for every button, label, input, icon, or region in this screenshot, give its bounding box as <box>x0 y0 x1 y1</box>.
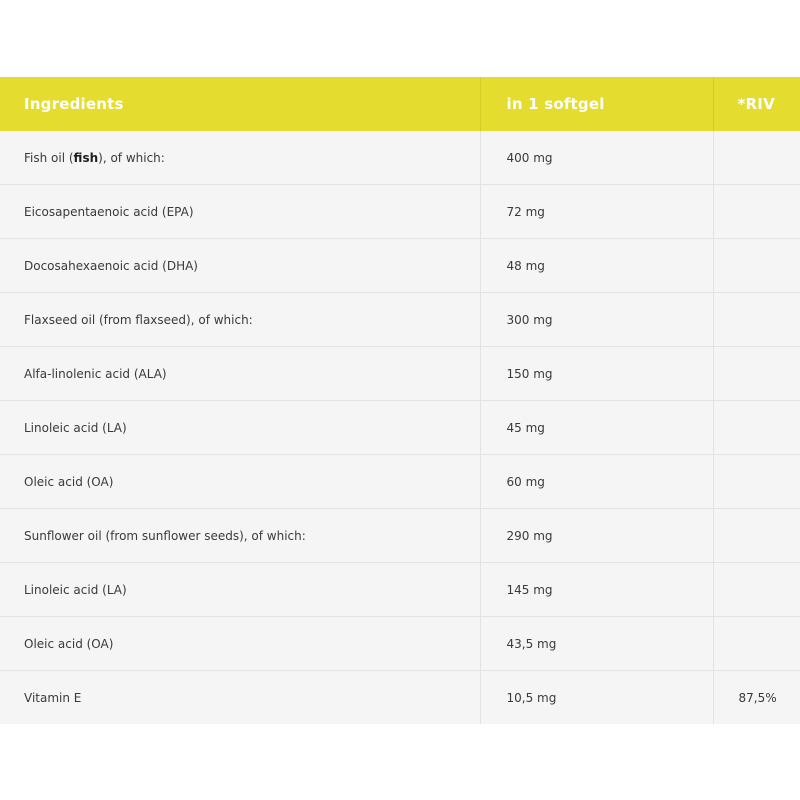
ingredient-name: Vitamin E <box>0 671 480 725</box>
table-row <box>0 509 800 563</box>
ingredient-riv <box>713 617 800 671</box>
ingredient-name: Flaxseed oil (from flaxseed), of which: <box>0 293 480 347</box>
ingredient-amount: 150 mg <box>480 347 713 401</box>
header-ingredients: Ingredients <box>0 77 480 131</box>
ingredient-name: Sunflower oil (from sunflower seeds), of which: <box>0 509 480 563</box>
table-row <box>0 185 800 239</box>
ingredient-amount: 48 mg <box>480 239 713 293</box>
table-row <box>0 617 800 671</box>
header-riv: *RIV <box>713 77 800 131</box>
ingredient-amount: 45 mg <box>480 401 713 455</box>
table-row <box>0 239 800 293</box>
table-row <box>0 347 800 401</box>
table-row <box>0 455 800 509</box>
ingredient-name: Linoleic acid (LA) <box>0 401 480 455</box>
ingredient-riv <box>713 509 800 563</box>
table-row <box>0 293 800 347</box>
ingredient-riv <box>713 185 800 239</box>
ingredient-amount: 400 mg <box>480 131 713 185</box>
table-header <box>0 77 800 131</box>
ingredient-name: Alfa-linolenic acid (ALA) <box>0 347 480 401</box>
header-row <box>0 77 800 131</box>
table-row <box>0 401 800 455</box>
ingredient-amount: 60 mg <box>480 455 713 509</box>
ingredient-name: Oleic acid (OA) <box>0 455 480 509</box>
table-row <box>0 671 800 725</box>
ingredient-amount: 145 mg <box>480 563 713 617</box>
table-body <box>0 131 800 724</box>
ingredient-name: Oleic acid (OA) <box>0 617 480 671</box>
ingredient-riv <box>713 239 800 293</box>
ingredient-riv <box>713 455 800 509</box>
ingredient-amount: 290 mg <box>480 509 713 563</box>
ingredient-text: Fish oil ( <box>24 150 74 165</box>
ingredient-riv: 87,5% <box>713 671 800 725</box>
ingredient-riv <box>713 293 800 347</box>
ingredient-riv <box>713 131 800 185</box>
ingredient-amount: 300 mg <box>480 293 713 347</box>
ingredient-name <box>0 131 480 185</box>
ingredient-amount: 43,5 mg <box>480 617 713 671</box>
ingredient-name: Docosahexaenoic acid (DHA) <box>0 239 480 293</box>
ingredient-riv <box>713 401 800 455</box>
ingredient-name: Eicosapentaenoic acid (EPA) <box>0 185 480 239</box>
ingredient-amount: 72 mg <box>480 185 713 239</box>
ingredient-riv <box>713 563 800 617</box>
allergen-highlight: fish <box>73 150 99 165</box>
table-row <box>0 131 800 185</box>
ingredient-riv <box>713 347 800 401</box>
nutrition-table <box>0 77 800 724</box>
header-amount: in 1 softgel <box>480 77 713 131</box>
ingredient-amount: 10,5 mg <box>480 671 713 725</box>
ingredient-text-suffix: ), of which: <box>98 150 165 165</box>
ingredient-name: Linoleic acid (LA) <box>0 563 480 617</box>
table-row <box>0 563 800 617</box>
